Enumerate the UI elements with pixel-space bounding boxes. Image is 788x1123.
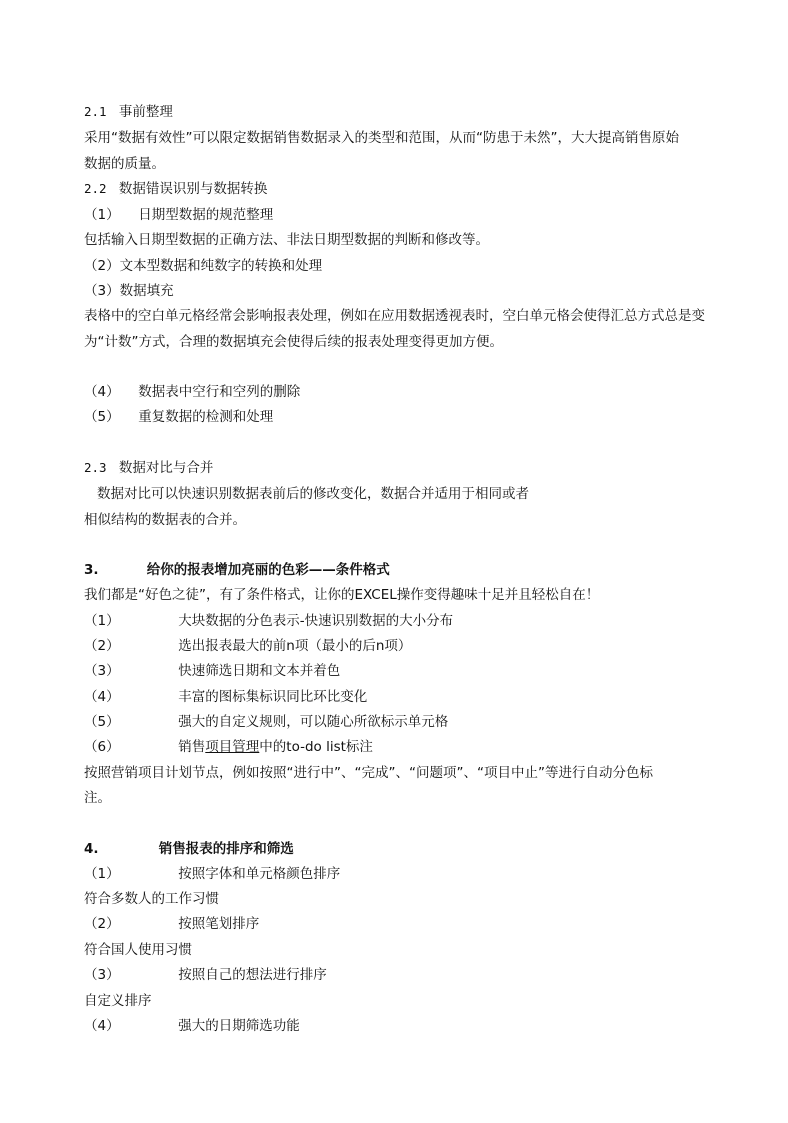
- item-number: （3）: [84, 967, 120, 983]
- list-item: （2）文本型数据和纯数字的转换和处理: [84, 258, 323, 274]
- item-text: 选出报表最大的前n项（最小的后n项）: [178, 638, 412, 654]
- item-number: （1）: [84, 866, 120, 882]
- section-title: 给你的报表增加亮丽的色彩——条件格式: [146, 562, 390, 578]
- list-item: [84, 612, 453, 630]
- item-text-suffix: 中的to-do list标注: [259, 739, 373, 755]
- section-number: 3.: [84, 562, 99, 578]
- list-item: [84, 966, 327, 984]
- item-text: 快速筛选日期和文本并着色: [178, 663, 341, 679]
- section-2-3-heading: [84, 459, 213, 477]
- paragraph-line: 按照营销项目计划节点，例如按照“进行中”、“完成”、“问题项”、“项目中止”等进行自动分色标: [84, 765, 653, 781]
- item-text: 按照字体和单元格颜色排序: [178, 866, 341, 882]
- item-text: 数据表中空行和空列的删除: [138, 384, 301, 400]
- item-text-prefix: 销售: [178, 739, 206, 755]
- item-description: 自定义排序: [84, 993, 152, 1009]
- paragraph-line: 相似结构的数据表的合并。: [84, 512, 246, 528]
- item-number: （1）: [84, 613, 120, 629]
- paragraph-line: 数据的质量。: [84, 156, 165, 172]
- section-title: 销售报表的排序和筛选: [158, 841, 294, 857]
- list-item: [84, 865, 340, 883]
- section-number: 2.1: [84, 104, 107, 119]
- item-number: （6）: [84, 739, 120, 755]
- item-number: （3）: [84, 663, 120, 679]
- section-title: 事前整理: [118, 104, 173, 120]
- item-number: （4）: [84, 1018, 120, 1034]
- item-text: 丰富的图标集标识同比环比变化: [178, 689, 368, 705]
- list-item: [84, 1017, 300, 1035]
- paragraph-line: 采用“数据有效性”可以限定数据销售数据录入的类型和范围，从而“防患于未然”，大大提高销售原始: [84, 130, 679, 146]
- item-text: 日期型数据的规范整理: [138, 207, 274, 223]
- section-4-heading: [84, 840, 294, 858]
- paragraph-line: 注。: [84, 790, 111, 806]
- list-item: [84, 688, 367, 706]
- item-text: 按照笔划排序: [178, 916, 260, 932]
- item-number: （5）: [84, 714, 120, 730]
- section-number: 4.: [84, 841, 99, 857]
- item-text: 强大的日期筛选功能: [178, 1018, 300, 1034]
- list-item: （3）数据填充: [84, 283, 174, 299]
- item-text-underlined: 项目管理: [205, 739, 260, 755]
- list-item: [84, 206, 273, 224]
- section-3-heading: [84, 561, 390, 579]
- list-item: [84, 383, 300, 401]
- item-text: 重复数据的检测和处理: [138, 409, 274, 425]
- paragraph-line: 数据对比可以快速识别数据表前后的修改变化，数据合并适用于相同或者: [97, 486, 529, 502]
- item-number: （2）: [84, 638, 120, 654]
- section-number: 2.2: [84, 181, 107, 196]
- paragraph-line: 为“计数”方式，合理的数据填充会使得后续的报表处理变得更加方便。: [84, 334, 503, 350]
- list-item: [84, 915, 259, 933]
- paragraph-line: 包括输入日期型数据的正确方法、非法日期型数据的判断和修改等。: [84, 232, 489, 248]
- list-item: [84, 738, 373, 756]
- item-number: （1）: [84, 207, 120, 223]
- list-item: [84, 713, 448, 731]
- section-2-1-heading: [84, 103, 173, 121]
- section-2-2-heading: [84, 180, 267, 198]
- item-text: 强大的自定义规则，可以随心所欲标示单元格: [178, 714, 449, 730]
- item-number: （5）: [84, 409, 120, 425]
- paragraph-line: 我们都是“好色之徒”，有了条件格式，让你的EXCEL操作变得趣味十足并且轻松自在！: [84, 587, 600, 603]
- item-description: 符合多数人的工作习惯: [84, 891, 219, 907]
- item-number: （4）: [84, 384, 120, 400]
- item-description: 符合国人使用习惯: [84, 942, 192, 958]
- section-title: 数据错误识别与数据转换: [118, 181, 268, 197]
- paragraph-line: 表格中的空白单元格经常会影响报表处理，例如在应用数据透视表时，空白单元格会使得汇总方式总是变: [84, 308, 705, 324]
- item-number: （4）: [84, 689, 120, 705]
- item-text: 按照自己的想法进行排序: [178, 967, 327, 983]
- section-number: 2.3: [84, 460, 107, 475]
- list-item: [84, 662, 340, 680]
- item-text: 大块数据的分色表示-快速识别数据的大小分布: [178, 613, 454, 629]
- section-title: 数据对比与合并: [118, 460, 214, 476]
- item-number: （2）: [84, 916, 120, 932]
- list-item: [84, 637, 411, 655]
- list-item: [84, 408, 273, 426]
